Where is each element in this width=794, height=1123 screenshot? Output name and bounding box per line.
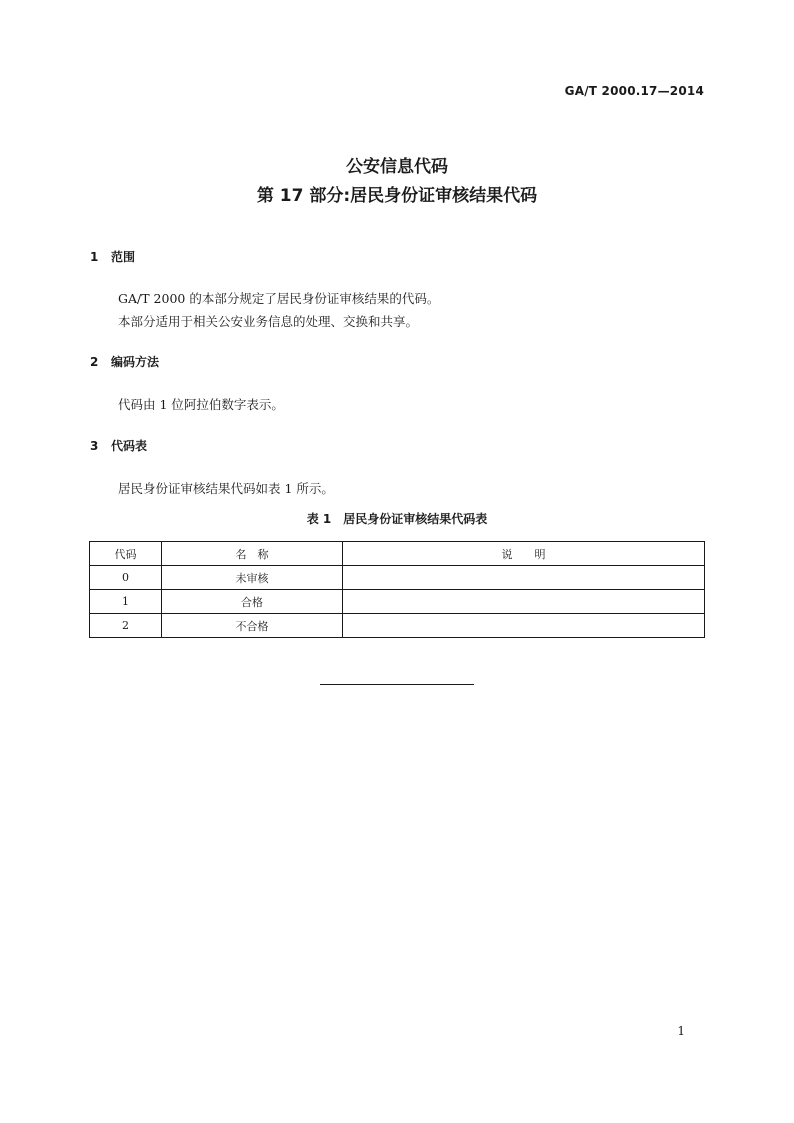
section-heading-scope	[90, 248, 135, 265]
paragraph: 代码由 1 位阿拉伯数字表示。	[118, 397, 284, 412]
section-number: 2	[90, 355, 99, 369]
cell-name: 合格	[162, 590, 343, 614]
column-header-name: 名 称	[162, 542, 343, 566]
document-subtitle: 第 17 部分:居民身份证审核结果代码	[256, 186, 538, 206]
table-row	[90, 614, 705, 638]
cell-description	[343, 590, 705, 614]
section-title: 编码方法	[111, 355, 160, 369]
end-divider	[320, 684, 474, 685]
cell-description	[343, 614, 705, 638]
column-header-description: 说 明	[343, 542, 705, 566]
table-row	[90, 590, 705, 614]
standard-number: GA/T 2000.17—2014	[564, 84, 704, 98]
cell-name: 不合格	[162, 614, 343, 638]
code-table	[89, 541, 705, 638]
document-title: 公安信息代码	[346, 157, 448, 177]
paragraph: GA/T 2000 的本部分规定了居民身份证审核结果的代码。	[118, 291, 440, 306]
table-header-row	[90, 542, 705, 566]
section-heading-coding-method	[90, 353, 159, 370]
cell-description	[343, 566, 705, 590]
cell-code: 2	[90, 614, 162, 638]
section-number: 1	[90, 250, 99, 264]
paragraph: 本部分适用于相关公安业务信息的处理、交换和共享。	[118, 314, 419, 329]
table-row	[90, 566, 705, 590]
cell-code: 1	[90, 590, 162, 614]
section-title: 代码表	[111, 439, 148, 453]
cell-code: 0	[90, 566, 162, 590]
section-number: 3	[90, 439, 99, 453]
section-heading-code-table	[90, 437, 147, 454]
table-caption: 表 1 居民身份证审核结果代码表	[306, 512, 488, 526]
page-number: 1	[677, 1024, 685, 1038]
column-header-code: 代码	[90, 542, 162, 566]
cell-name: 未审核	[162, 566, 343, 590]
section-title: 范围	[111, 250, 136, 264]
paragraph: 居民身份证审核结果代码如表 1 所示。	[118, 481, 334, 496]
